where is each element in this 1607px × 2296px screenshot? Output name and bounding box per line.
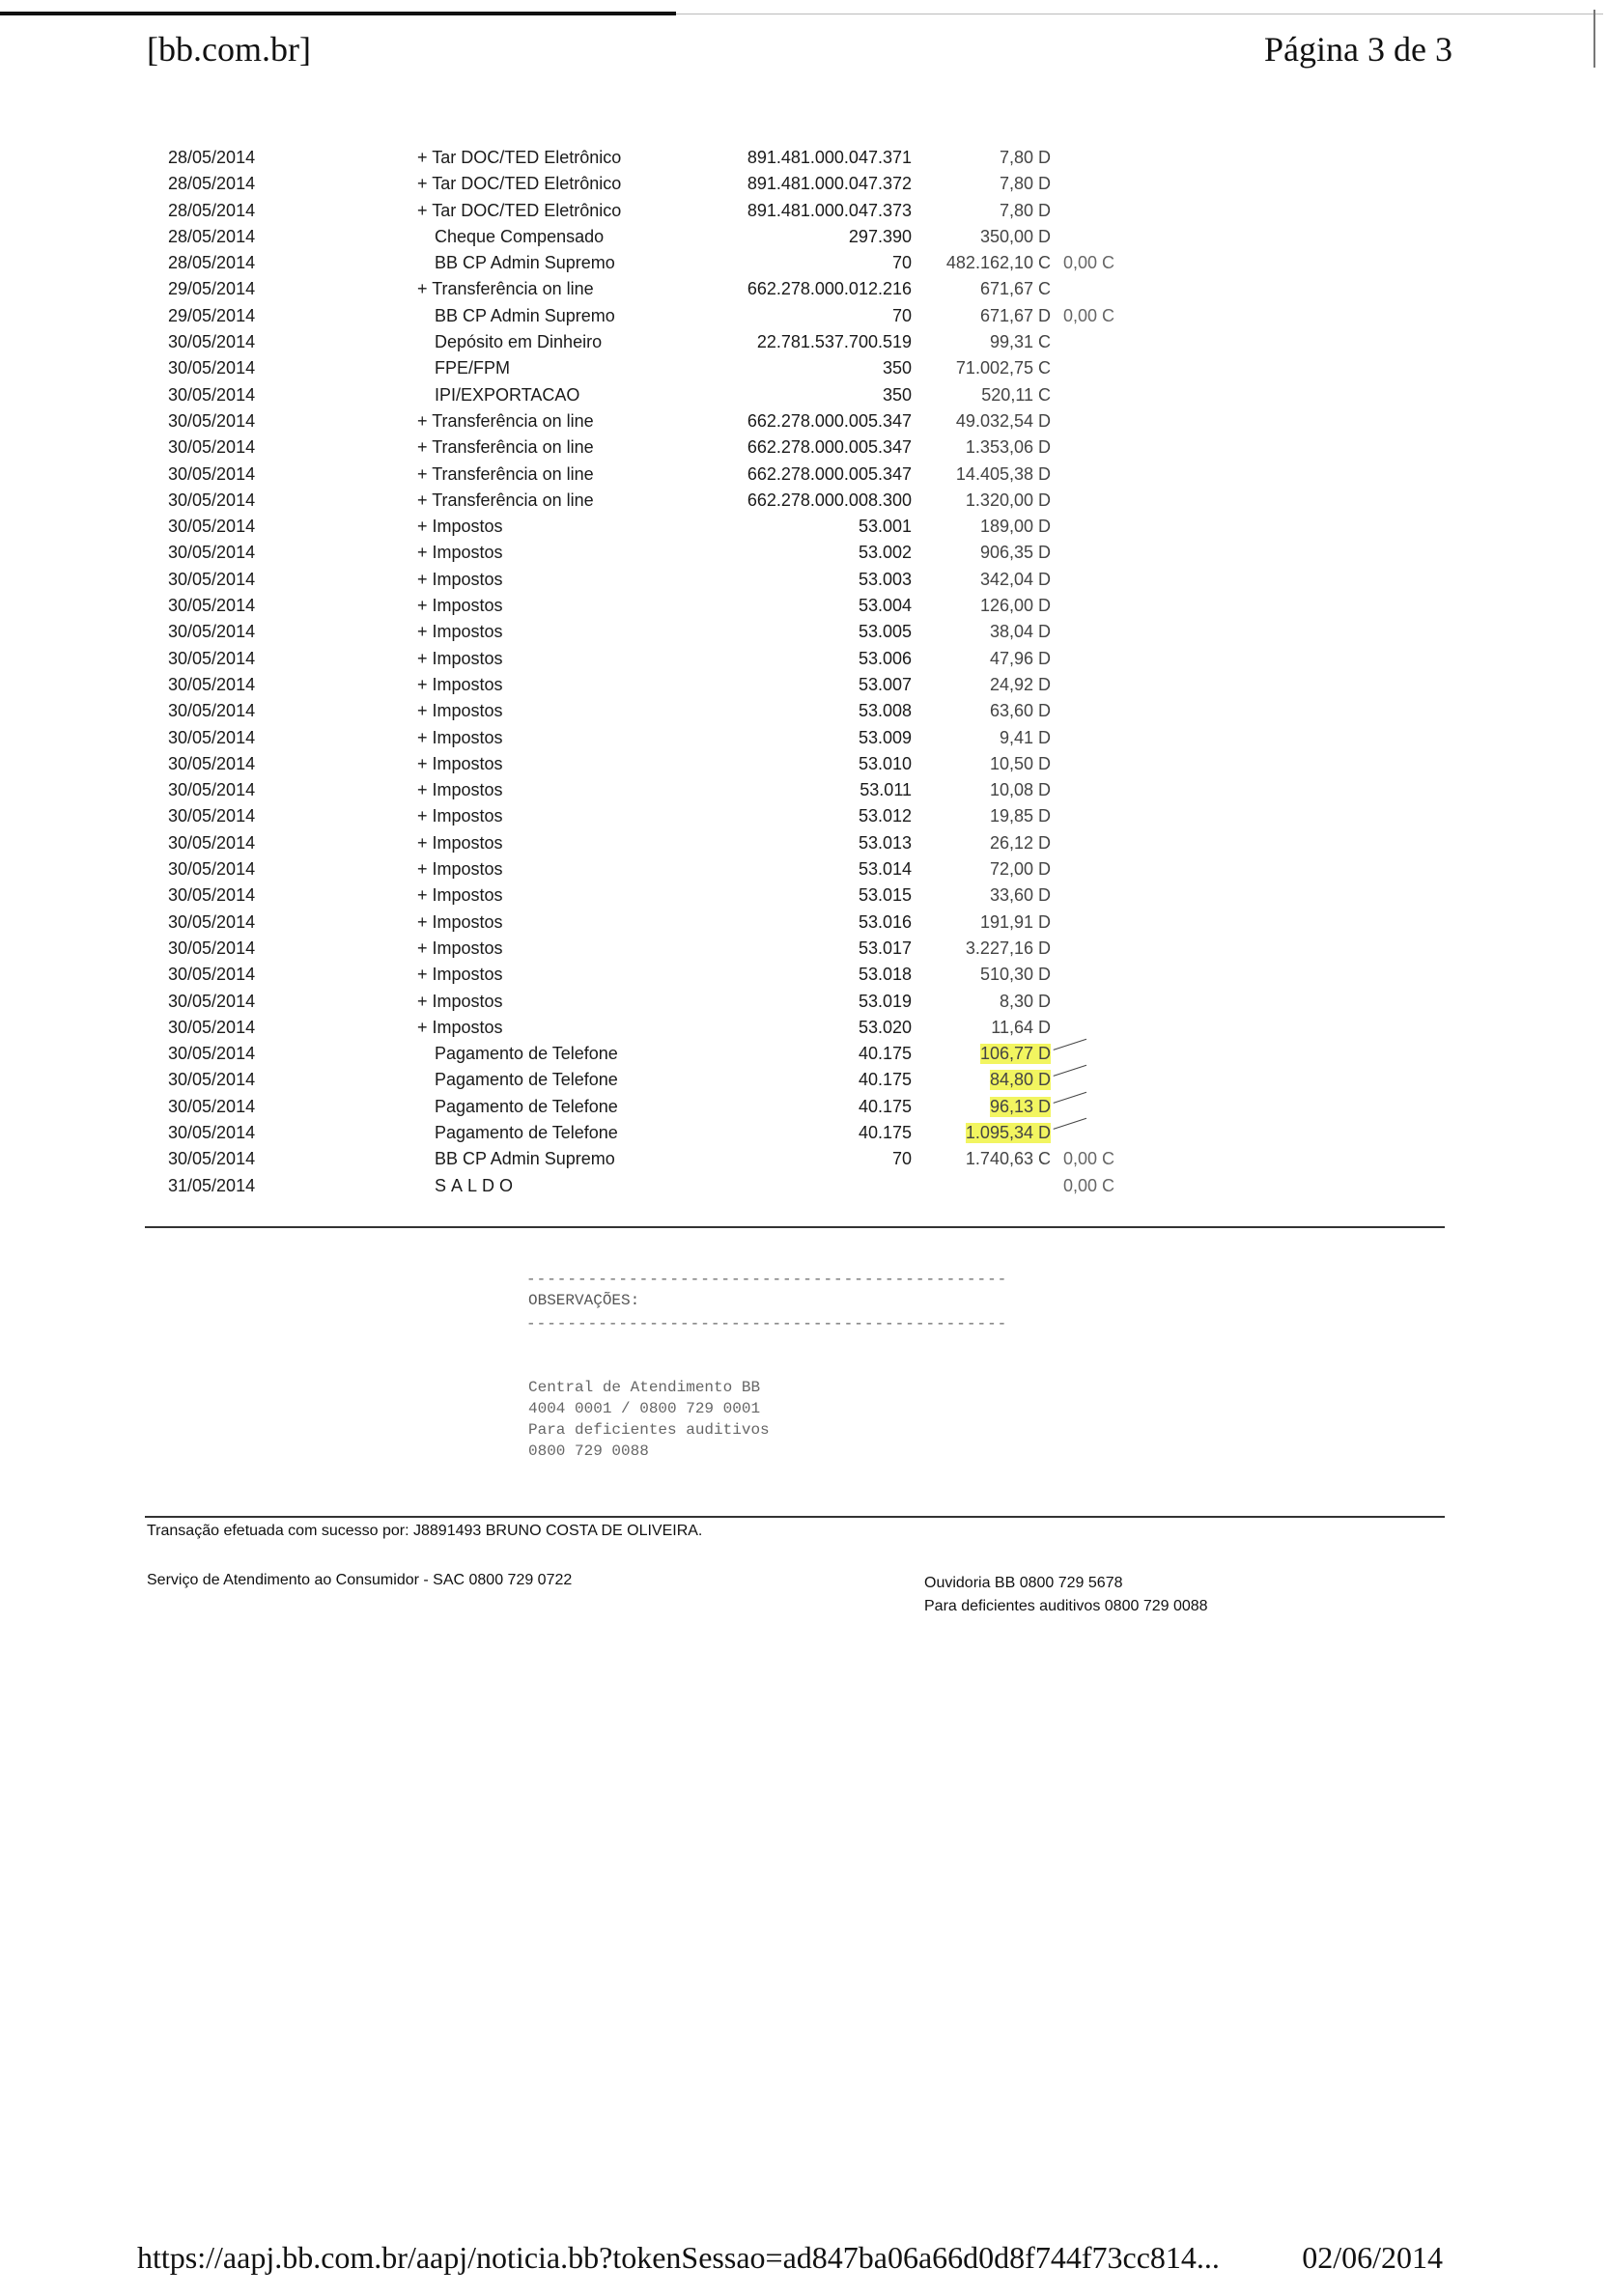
row-value: 510,30 D bbox=[979, 965, 1051, 985]
site-header: [bb.com.br] bbox=[147, 30, 311, 69]
row-date: 30/05/2014 bbox=[168, 1149, 256, 1169]
row-date: 28/05/2014 bbox=[168, 226, 256, 246]
row-document: 297.390 bbox=[848, 226, 912, 246]
row-date: 30/05/2014 bbox=[168, 911, 256, 932]
row-value: 63,60 D bbox=[989, 701, 1051, 721]
table-row bbox=[145, 488, 1449, 514]
row-date: 28/05/2014 bbox=[168, 253, 256, 273]
row-history: + Impostos bbox=[417, 859, 503, 880]
scan-edge bbox=[1593, 10, 1595, 68]
row-history: + Impostos bbox=[417, 780, 503, 800]
table-row bbox=[145, 856, 1449, 882]
row-value: 26,12 D bbox=[989, 832, 1051, 853]
row-history: + Impostos bbox=[417, 570, 503, 590]
row-date: 30/05/2014 bbox=[168, 1044, 256, 1064]
row-date: 30/05/2014 bbox=[168, 463, 256, 484]
row-date: 30/05/2014 bbox=[168, 384, 256, 405]
row-history: + Impostos bbox=[417, 885, 503, 906]
table-bottom-rule bbox=[145, 1226, 1445, 1228]
table-row bbox=[145, 382, 1449, 408]
row-document: 40.175 bbox=[858, 1070, 912, 1090]
row-date: 30/05/2014 bbox=[168, 1096, 256, 1116]
row-document: 53.018 bbox=[858, 965, 912, 985]
row-value: 106,77 D bbox=[979, 1044, 1051, 1064]
transaction-line: Transação efetuada com sucesso por: J8891493 BRUNO COSTA DE OLIVEIRA. bbox=[147, 1523, 703, 1539]
row-date: 30/05/2014 bbox=[168, 410, 256, 431]
table-row bbox=[145, 434, 1449, 461]
statement-table bbox=[145, 145, 1449, 1199]
row-value: 72,00 D bbox=[989, 859, 1051, 880]
deaf-label: Para deficientes auditivos bbox=[528, 1421, 770, 1439]
row-history: + Impostos bbox=[417, 992, 503, 1012]
row-history: + Transferência on line bbox=[417, 279, 594, 299]
row-history: IPI/EXPORTACAO bbox=[435, 384, 580, 405]
row-value: 24,92 D bbox=[989, 674, 1051, 694]
row-value: 3.227,16 D bbox=[965, 938, 1051, 958]
row-date: 31/05/2014 bbox=[168, 1175, 256, 1195]
row-document: 70 bbox=[891, 253, 912, 273]
row-document: 53.015 bbox=[858, 885, 912, 906]
row-history: + Impostos bbox=[417, 754, 503, 774]
table-row bbox=[145, 646, 1449, 672]
row-document: 22.781.537.700.519 bbox=[756, 332, 912, 352]
row-value: 8,30 D bbox=[999, 991, 1051, 1011]
row-history: + Impostos bbox=[417, 543, 503, 563]
table-row bbox=[145, 830, 1449, 856]
row-value: 10,50 D bbox=[989, 753, 1051, 773]
row-history: BB CP Admin Supremo bbox=[435, 1149, 615, 1169]
row-document: 53.013 bbox=[858, 832, 912, 853]
row-value: 671,67 D bbox=[979, 305, 1051, 325]
row-date: 30/05/2014 bbox=[168, 569, 256, 589]
page-number: Página 3 de 3 bbox=[1264, 30, 1452, 69]
row-value: 1.095,34 D bbox=[965, 1122, 1051, 1142]
row-value: 1.353,06 D bbox=[965, 437, 1051, 458]
row-date: 30/05/2014 bbox=[168, 517, 256, 537]
row-document: 662.278.000.012.216 bbox=[747, 279, 912, 299]
row-value: 350,00 D bbox=[979, 226, 1051, 246]
table-row bbox=[145, 408, 1449, 434]
row-history: + Impostos bbox=[417, 649, 503, 669]
row-document: 53.004 bbox=[858, 596, 912, 616]
row-date: 29/05/2014 bbox=[168, 279, 256, 299]
row-history: + Impostos bbox=[417, 596, 503, 616]
table-row bbox=[145, 1146, 1449, 1172]
row-date: 30/05/2014 bbox=[168, 832, 256, 853]
row-history: + Impostos bbox=[417, 622, 503, 642]
row-value: 189,00 D bbox=[979, 517, 1051, 537]
row-document: 53.002 bbox=[858, 543, 912, 563]
table-row bbox=[145, 1067, 1449, 1093]
table-row bbox=[145, 593, 1449, 619]
table-row bbox=[145, 250, 1449, 276]
row-value: 520,11 C bbox=[981, 384, 1051, 405]
row-date: 30/05/2014 bbox=[168, 622, 256, 642]
table-row bbox=[145, 540, 1449, 566]
row-value: 482.162,10 C bbox=[945, 253, 1051, 273]
row-value: 7,80 D bbox=[999, 148, 1051, 167]
row-document: 53.020 bbox=[858, 1017, 912, 1037]
table-row bbox=[145, 198, 1449, 224]
row-date: 30/05/2014 bbox=[168, 780, 256, 800]
row-document: 53.016 bbox=[858, 911, 912, 932]
row-date: 28/05/2014 bbox=[168, 174, 256, 194]
table-row bbox=[145, 672, 1449, 698]
table-row bbox=[145, 1015, 1449, 1041]
table-row bbox=[145, 910, 1449, 936]
row-date: 30/05/2014 bbox=[168, 727, 256, 747]
row-history: Depósito em Dinheiro bbox=[435, 332, 603, 352]
row-balance: 0,00 C bbox=[1062, 1149, 1114, 1169]
row-document: 70 bbox=[891, 305, 912, 325]
row-document: 53.010 bbox=[858, 753, 912, 773]
row-document: 40.175 bbox=[858, 1096, 912, 1116]
obs-dashes-bottom: ----------------------------------------------- bbox=[526, 1315, 1008, 1332]
sac-line: Serviço de Atendimento ao Consumidor - SAC 0800 729 0722 bbox=[147, 1572, 573, 1588]
row-history: + Tar DOC/TED Eletrônico bbox=[417, 148, 621, 168]
table-row bbox=[145, 1173, 1449, 1199]
check-mark bbox=[1054, 1039, 1091, 1063]
row-date: 30/05/2014 bbox=[168, 358, 256, 378]
row-date: 30/05/2014 bbox=[168, 648, 256, 668]
row-date: 29/05/2014 bbox=[168, 305, 256, 325]
row-value: 33,60 D bbox=[989, 885, 1051, 906]
table-row bbox=[145, 462, 1449, 488]
row-value: 38,04 D bbox=[989, 622, 1051, 642]
row-date: 30/05/2014 bbox=[168, 437, 256, 458]
row-balance: 0,00 C bbox=[1062, 305, 1114, 325]
deaf-phone: 0800 729 0088 bbox=[528, 1442, 649, 1460]
row-document: 53.012 bbox=[858, 806, 912, 826]
row-history: Cheque Compensado bbox=[435, 226, 605, 246]
table-row bbox=[145, 803, 1449, 829]
row-date: 30/05/2014 bbox=[168, 596, 256, 616]
row-history: + Impostos bbox=[417, 833, 503, 854]
row-history: + Transferência on line bbox=[417, 411, 594, 432]
table-row bbox=[145, 1120, 1449, 1146]
row-date: 30/05/2014 bbox=[168, 885, 256, 906]
check-mark bbox=[1054, 1091, 1091, 1115]
row-document: 53.011 bbox=[860, 780, 912, 800]
row-history: + Transferência on line bbox=[417, 490, 594, 511]
row-document: 662.278.000.005.347 bbox=[747, 437, 912, 458]
row-date: 30/05/2014 bbox=[168, 1017, 256, 1037]
row-document: 53.017 bbox=[858, 938, 912, 958]
table-row bbox=[145, 171, 1449, 197]
table-row bbox=[145, 514, 1449, 540]
table-row bbox=[145, 1094, 1449, 1120]
row-date: 30/05/2014 bbox=[168, 1122, 256, 1142]
row-history: + Impostos bbox=[417, 965, 503, 985]
row-value: 10,08 D bbox=[989, 780, 1051, 800]
row-value: 1.740,63 C bbox=[965, 1149, 1051, 1169]
obs-dashes-top: ----------------------------------------------- bbox=[526, 1271, 1008, 1288]
row-document: 53.006 bbox=[858, 648, 912, 668]
row-date: 30/05/2014 bbox=[168, 938, 256, 958]
row-date: 30/05/2014 bbox=[168, 674, 256, 694]
ouvidoria-line: Ouvidoria BB 0800 729 5678 bbox=[924, 1575, 1123, 1591]
row-value: 9,41 D bbox=[999, 727, 1051, 747]
row-value: 96,13 D bbox=[989, 1096, 1051, 1116]
row-value: 1.320,00 D bbox=[965, 490, 1051, 510]
row-history: + Impostos bbox=[417, 806, 503, 826]
table-row bbox=[145, 567, 1449, 593]
row-value: 126,00 D bbox=[979, 596, 1051, 616]
row-value: 84,80 D bbox=[989, 1070, 1051, 1090]
row-history: BB CP Admin Supremo bbox=[435, 305, 615, 325]
row-document: 53.008 bbox=[858, 701, 912, 721]
row-date: 30/05/2014 bbox=[168, 965, 256, 985]
row-document: 662.278.000.005.347 bbox=[747, 410, 912, 431]
row-date: 30/05/2014 bbox=[168, 859, 256, 880]
central-phones: 4004 0001 / 0800 729 0001 bbox=[528, 1400, 761, 1417]
row-history: + Tar DOC/TED Eletrônico bbox=[417, 201, 621, 221]
table-row bbox=[145, 962, 1449, 988]
row-date: 28/05/2014 bbox=[168, 148, 256, 167]
row-value: 11,64 D bbox=[991, 1017, 1051, 1037]
table-row bbox=[145, 777, 1449, 803]
row-value: 71.002,75 C bbox=[955, 358, 1051, 378]
row-date: 30/05/2014 bbox=[168, 543, 256, 563]
row-history: SALDO bbox=[435, 1175, 519, 1195]
table-row bbox=[145, 145, 1449, 171]
row-document: 70 bbox=[891, 1149, 912, 1169]
table-row bbox=[145, 1041, 1449, 1067]
row-value: 99,31 C bbox=[989, 332, 1051, 352]
row-document: 53.001 bbox=[858, 517, 912, 537]
row-date: 30/05/2014 bbox=[168, 753, 256, 773]
row-value: 49.032,54 D bbox=[955, 410, 1051, 431]
row-document: 350 bbox=[882, 358, 912, 378]
table-row bbox=[145, 329, 1449, 355]
row-date: 30/05/2014 bbox=[168, 991, 256, 1011]
row-document: 53.003 bbox=[858, 569, 912, 589]
row-document: 53.007 bbox=[858, 674, 912, 694]
print-date: 02/06/2014 bbox=[1302, 2240, 1443, 2275]
row-document: 662.278.000.008.300 bbox=[747, 490, 912, 510]
row-history: + Impostos bbox=[417, 938, 503, 959]
row-history: Pagamento de Telefone bbox=[435, 1070, 618, 1090]
table-row bbox=[145, 224, 1449, 250]
row-value: 7,80 D bbox=[999, 200, 1051, 220]
table-row bbox=[145, 303, 1449, 329]
row-document: 891.481.000.047.371 bbox=[747, 148, 912, 167]
row-document: 350 bbox=[882, 384, 912, 405]
row-history: Pagamento de Telefone bbox=[435, 1044, 618, 1064]
ouvidoria-deaf-line: Para deficientes auditivos 0800 729 0088 bbox=[924, 1598, 1208, 1614]
row-history: + Impostos bbox=[417, 728, 503, 748]
row-value: 191,91 D bbox=[979, 911, 1051, 932]
check-mark bbox=[1054, 1065, 1091, 1089]
table-row bbox=[145, 698, 1449, 724]
row-history: + Impostos bbox=[417, 912, 503, 933]
row-balance: 0,00 C bbox=[1062, 1175, 1114, 1195]
row-history: FPE/FPM bbox=[435, 358, 511, 378]
row-history: BB CP Admin Supremo bbox=[435, 253, 615, 273]
row-history: Pagamento de Telefone bbox=[435, 1122, 618, 1142]
row-value: 14.405,38 D bbox=[955, 463, 1051, 484]
row-document: 53.009 bbox=[858, 727, 912, 747]
obs-label: OBSERVAÇÕES: bbox=[528, 1292, 640, 1309]
row-value: 671,67 C bbox=[979, 279, 1051, 299]
row-date: 30/05/2014 bbox=[168, 332, 256, 352]
row-value: 47,96 D bbox=[989, 648, 1051, 668]
table-row bbox=[145, 276, 1449, 302]
row-date: 30/05/2014 bbox=[168, 490, 256, 510]
row-document: 53.019 bbox=[858, 991, 912, 1011]
row-document: 891.481.000.047.373 bbox=[747, 200, 912, 220]
row-history: + Impostos bbox=[417, 1018, 503, 1038]
table-row bbox=[145, 619, 1449, 645]
table-row bbox=[145, 355, 1449, 381]
row-document: 891.481.000.047.372 bbox=[747, 174, 912, 194]
row-date: 30/05/2014 bbox=[168, 1070, 256, 1090]
row-document: 40.175 bbox=[858, 1122, 912, 1142]
table-row bbox=[145, 882, 1449, 909]
row-history: + Impostos bbox=[417, 701, 503, 721]
row-history: + Transferência on line bbox=[417, 464, 594, 485]
row-history: + Impostos bbox=[417, 675, 503, 695]
footer-rule bbox=[145, 1516, 1445, 1518]
scan-edge bbox=[0, 12, 676, 15]
row-history: + Transferência on line bbox=[417, 437, 594, 458]
table-row bbox=[145, 936, 1449, 962]
row-value: 906,35 D bbox=[979, 543, 1051, 563]
check-mark bbox=[1054, 1118, 1091, 1142]
row-history: Pagamento de Telefone bbox=[435, 1096, 618, 1116]
row-value: 7,80 D bbox=[999, 174, 1051, 194]
row-document: 53.014 bbox=[858, 859, 912, 880]
row-document: 40.175 bbox=[858, 1044, 912, 1064]
row-date: 30/05/2014 bbox=[168, 806, 256, 826]
table-row bbox=[145, 751, 1449, 777]
row-history: + Tar DOC/TED Eletrônico bbox=[417, 174, 621, 194]
row-history: + Impostos bbox=[417, 517, 503, 537]
row-value: 19,85 D bbox=[989, 806, 1051, 826]
row-date: 30/05/2014 bbox=[168, 701, 256, 721]
central-atendimento: Central de Atendimento BB bbox=[528, 1379, 761, 1396]
table-row bbox=[145, 725, 1449, 751]
row-balance: 0,00 C bbox=[1062, 253, 1114, 273]
table-row bbox=[145, 989, 1449, 1015]
row-date: 28/05/2014 bbox=[168, 200, 256, 220]
print-url: https://aapj.bb.com.br/aapj/noticia.bb?tokenSessao=ad847ba06a66d0d8f744f73cc814... bbox=[137, 2240, 1220, 2275]
row-document: 53.005 bbox=[858, 622, 912, 642]
row-document: 662.278.000.005.347 bbox=[747, 463, 912, 484]
row-value: 342,04 D bbox=[979, 569, 1051, 589]
